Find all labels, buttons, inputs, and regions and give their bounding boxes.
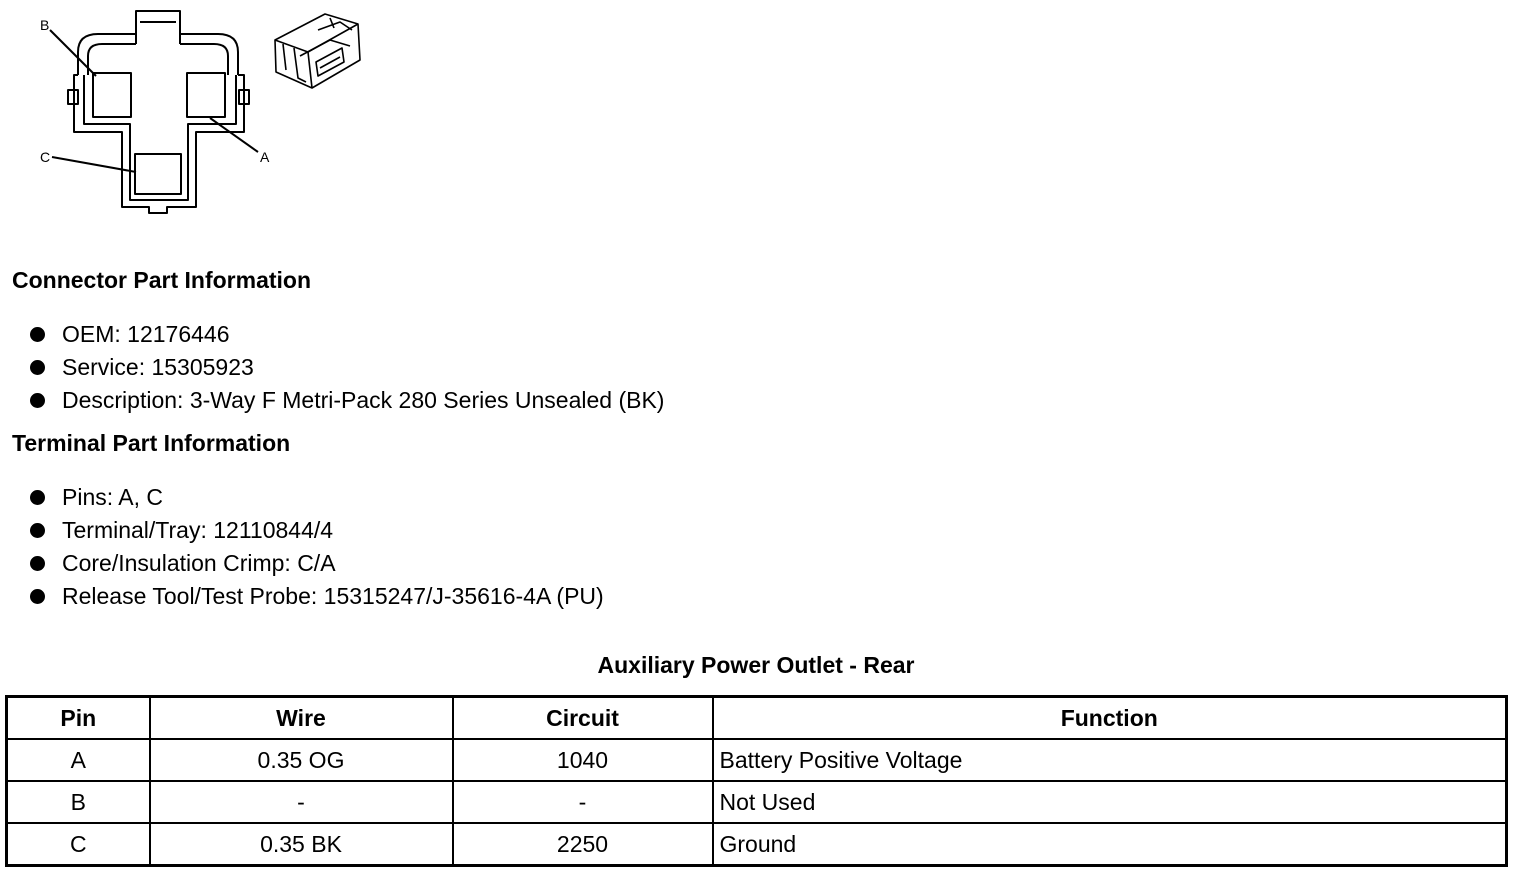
bullet-icon	[30, 589, 45, 604]
column-header-pin: Pin	[7, 697, 150, 740]
cell-wire: -	[150, 781, 453, 823]
list-item	[30, 580, 604, 613]
cell-circuit: -	[453, 781, 713, 823]
terminal-info-heading: Terminal Part Information	[12, 430, 291, 456]
list-item-text: Pins: A, C	[62, 484, 163, 510]
list-item	[30, 351, 664, 384]
cell-wire: 0.35 OG	[150, 739, 453, 781]
bullet-icon	[30, 556, 45, 571]
cell-circuit: 2250	[453, 823, 713, 866]
cell-function: Not Used	[713, 781, 1507, 823]
connector-diagram	[0, 0, 380, 225]
pin-label-a: A	[260, 149, 270, 165]
cell-pin: A	[7, 739, 150, 781]
pinout-table	[5, 695, 1508, 867]
cell-circuit: 1040	[453, 739, 713, 781]
cell-pin: C	[7, 823, 150, 866]
list-item-text: Core/Insulation Crimp: C/A	[62, 550, 336, 576]
cell-pin: B	[7, 781, 150, 823]
bullet-icon	[30, 327, 45, 342]
pin-label-b: B	[40, 17, 50, 33]
table-header-row	[7, 697, 1507, 740]
list-item-text: Release Tool/Test Probe: 15315247/J-35616-4A (PU)	[62, 583, 604, 609]
list-item	[30, 547, 604, 580]
pin-label-c: C	[40, 149, 51, 165]
bullet-icon	[30, 523, 45, 538]
connector-info-heading: Connector Part Information	[12, 267, 312, 293]
column-header-wire: Wire	[150, 697, 453, 740]
connector-info-list	[30, 318, 664, 417]
column-header-function: Function	[713, 697, 1507, 740]
list-item	[30, 318, 664, 351]
table-row	[7, 823, 1507, 866]
list-item-text: Description: 3-Way F Metri-Pack 280 Series Unsealed (BK)	[62, 387, 665, 413]
list-item	[30, 384, 664, 417]
cell-function: Ground	[713, 823, 1507, 866]
connector-isometric-icon	[275, 14, 360, 88]
list-item-text: OEM: 12176446	[62, 321, 230, 347]
terminal-info-list	[30, 481, 604, 613]
cell-function: Battery Positive Voltage	[713, 739, 1507, 781]
list-item	[30, 514, 604, 547]
list-item	[30, 481, 604, 514]
table-row	[7, 781, 1507, 823]
bullet-icon	[30, 360, 45, 375]
column-header-circuit: Circuit	[453, 697, 713, 740]
list-item-text: Terminal/Tray: 12110844/4	[62, 517, 334, 543]
list-item-text: Service: 15305923	[62, 354, 254, 380]
cell-wire: 0.35 BK	[150, 823, 453, 866]
bullet-icon	[30, 393, 45, 408]
table-row	[7, 739, 1507, 781]
bullet-icon	[30, 490, 45, 505]
table-caption: Auxiliary Power Outlet - Rear	[597, 652, 915, 678]
